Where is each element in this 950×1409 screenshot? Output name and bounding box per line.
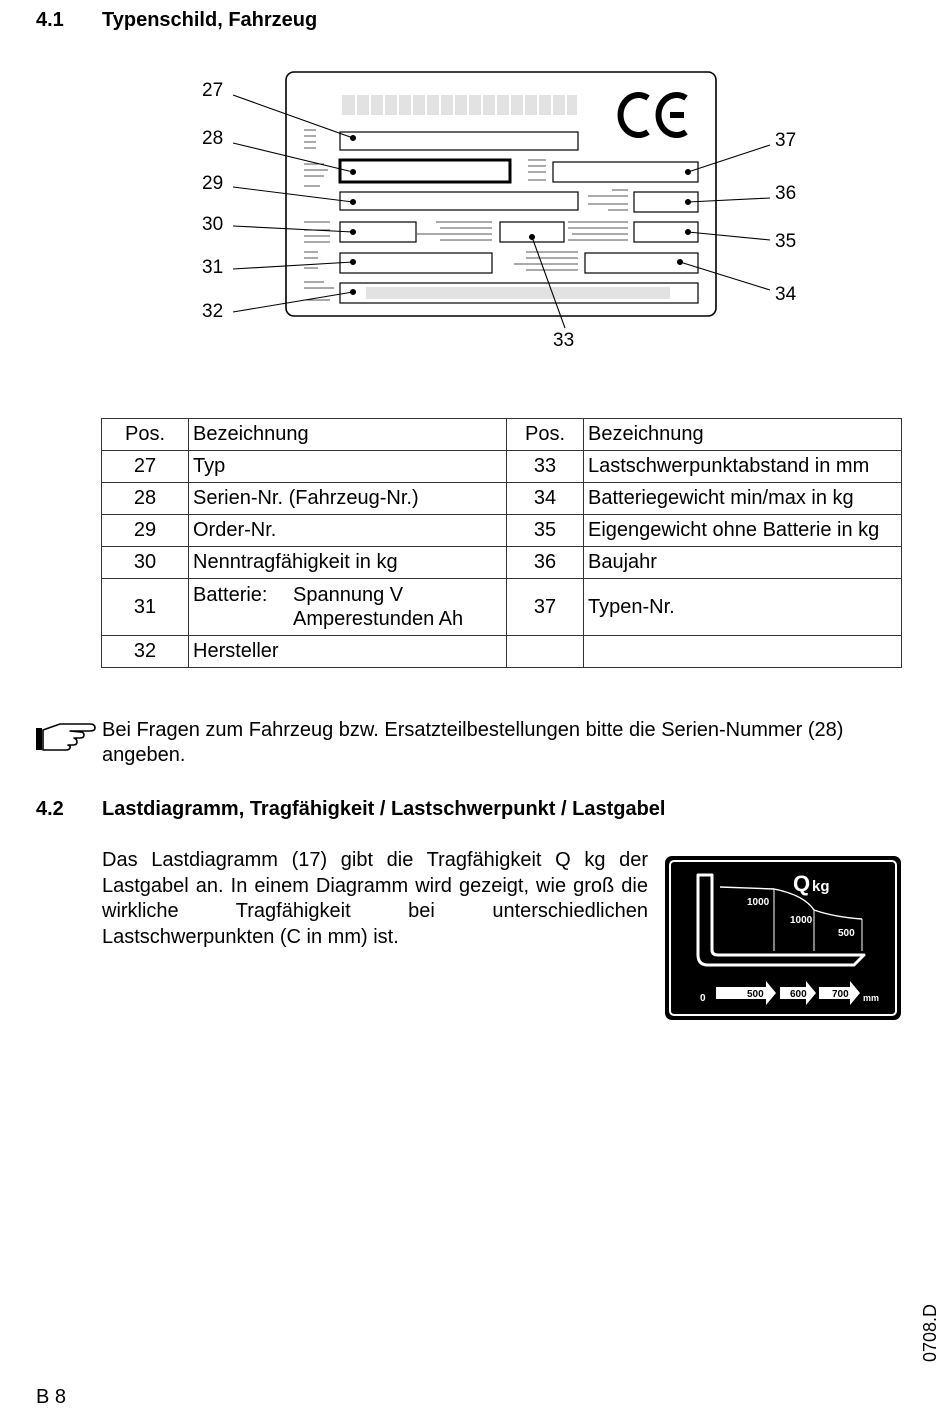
callout-36: 36	[775, 183, 797, 204]
distance-label: 700	[832, 989, 849, 1000]
q-label: Q	[793, 871, 811, 896]
doc-code: 0708.D	[920, 1303, 940, 1362]
callout-34: 34	[775, 284, 797, 305]
distance-label: 500	[747, 989, 764, 1000]
callout-37: 37	[775, 130, 797, 151]
cell-pos: 29	[102, 515, 189, 547]
cell-text: Baujahr	[584, 547, 902, 579]
cell-text: Serien-Nr. (Fahrzeug-Nr.)	[189, 483, 507, 515]
load-diagram	[664, 855, 902, 1021]
battery-line-voltage: Spannung V	[293, 584, 404, 606]
header-bez-left: Bezeichnung	[189, 419, 507, 451]
cell-pos: 37	[507, 579, 584, 636]
section-number: 4.1	[36, 9, 64, 31]
cell-pos: 27	[102, 451, 189, 483]
distance-unit: mm	[863, 993, 880, 1003]
callout-35: 35	[775, 231, 797, 252]
doc-code-wrapper	[920, 1303, 950, 1383]
battery-line-capacity: Amperestunden Ah	[293, 608, 464, 630]
table-row	[102, 515, 902, 547]
cell-text: Typen-Nr.	[584, 579, 902, 636]
section-title: Typenschild, Fahrzeug	[102, 9, 318, 31]
cell-pos	[507, 636, 584, 668]
callout-27: 27	[202, 80, 224, 101]
cell-text	[584, 636, 902, 668]
callout-31: 31	[202, 257, 224, 278]
capacity-label: 1000	[790, 915, 813, 926]
manufacturer-grey-bar	[366, 287, 670, 299]
cell-pos: 32	[102, 636, 189, 668]
cell-text: Hersteller	[189, 636, 507, 668]
body-paragraph: Das Lastdiagramm (17) gibt die Tragfähigkeit Q kg der Lastgabel an. In einem Diagramm wird gezeigt, wie groß die wirkliche Tragfähigkeit bei unterschiedlichen Lastschwerpunkten (C in mm) ist.	[102, 849, 648, 948]
header-pos-left: Pos.	[102, 419, 189, 451]
cell-pos: 33	[507, 451, 584, 483]
section-number: 4.2	[36, 798, 64, 820]
callout-33: 33	[553, 330, 575, 351]
cell-text: Eigengewicht ohne Batterie in kg	[584, 515, 902, 547]
battery-label: Batterie:	[193, 584, 268, 606]
cell-pos: 35	[507, 515, 584, 547]
cell-battery	[189, 579, 507, 636]
cell-text: Batteriegewicht min/max in kg	[584, 483, 902, 515]
q-unit: kg	[812, 878, 830, 895]
table-row	[102, 579, 902, 636]
cell-text: Lastschwerpunktabstand in mm	[584, 451, 902, 483]
capacity-label: 500	[838, 928, 855, 939]
header-bez-right: Bezeichnung	[584, 419, 902, 451]
header-pos-right: Pos.	[507, 419, 584, 451]
distance-label: 600	[790, 989, 807, 1000]
cell-pos: 28	[102, 483, 189, 515]
callout-32: 32	[202, 301, 224, 322]
cell-text: Typ	[189, 451, 507, 483]
legend-table	[101, 418, 902, 668]
cell-text: Order-Nr.	[189, 515, 507, 547]
callout-29: 29	[202, 173, 224, 194]
table-header-row	[102, 419, 902, 451]
type-plate-drawing	[190, 60, 780, 350]
table-row	[102, 483, 902, 515]
table-row	[102, 547, 902, 579]
note-text: Bei Fragen zum Fahrzeug bzw. Ersatzteilbestellungen bitte die Serien-Nummer (28) angeben.	[102, 719, 844, 766]
pointing-hand-icon	[34, 720, 98, 752]
origin-label: 0	[700, 993, 706, 1004]
capacity-label: 1000	[747, 897, 770, 908]
cell-pos: 34	[507, 483, 584, 515]
table-row	[102, 636, 902, 668]
cell-pos: 31	[102, 579, 189, 636]
page-number: B 8	[36, 1386, 67, 1408]
callout-30: 30	[202, 214, 224, 235]
plate-logo-bar	[342, 95, 577, 115]
table-row	[102, 451, 902, 483]
cell-text: Nenntragfähigkeit in kg	[189, 547, 507, 579]
cell-pos: 36	[507, 547, 584, 579]
cell-pos: 30	[102, 547, 189, 579]
section-title: Lastdiagramm, Tragfähigkeit / Lastschwerpunkt / Lastgabel	[102, 798, 666, 820]
callout-28: 28	[202, 128, 224, 149]
